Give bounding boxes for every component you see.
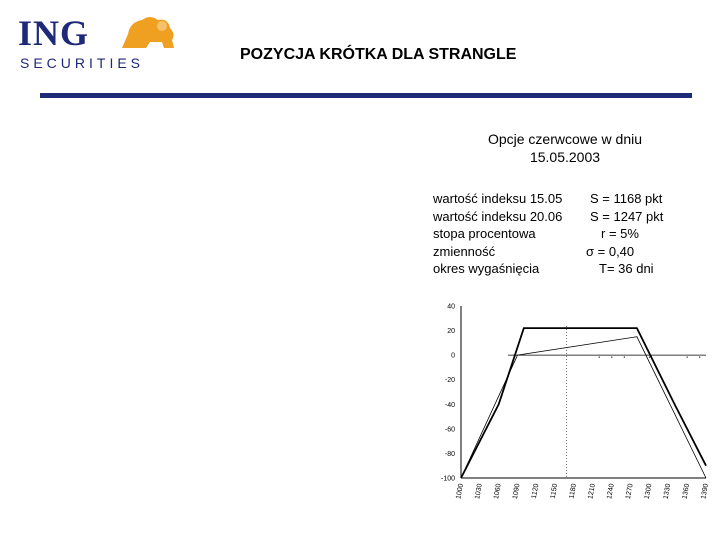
y-tick-label: -40 [444, 401, 455, 409]
x-tick-label: 1270 [624, 483, 635, 500]
y-tick-label: -100 [440, 475, 455, 483]
page-title: POZYCJA KRÓTKA DLA STRANGLE [240, 46, 517, 63]
param-label: wartość indeksu 20.06 [433, 208, 563, 224]
y-tick-label: 20 [447, 328, 455, 336]
x-tick-label: 1390 [700, 483, 710, 500]
param-value: σ = 0,40 [586, 243, 635, 259]
logo-tagline: SECURITIES [20, 55, 145, 71]
param-value: S = 1168 pkt [590, 191, 663, 206]
param-value: r = 5% [601, 226, 639, 241]
payoff-chart [438, 298, 710, 510]
param-label: okres wygaśnięcia [433, 261, 540, 276]
subtitle [430, 130, 700, 166]
x-tick-label: 1240 [606, 483, 616, 500]
param-row [433, 225, 693, 243]
param-row [433, 260, 693, 278]
x-tick-label: 1180 [568, 483, 579, 500]
param-row [433, 190, 693, 208]
parameter-list [433, 190, 693, 278]
x-tick-label: 1030 [474, 483, 484, 500]
y-tick-label: -60 [444, 426, 455, 434]
x-tick-label: 1060 [493, 483, 503, 500]
subtitle-line-2: 15.05.2003 [529, 149, 601, 165]
x-tick-label: 1090 [511, 483, 522, 500]
ing-logo [18, 12, 178, 74]
header-rule [40, 93, 692, 98]
param-label: stopa procentowa [433, 226, 536, 241]
x-tick-label: 1300 [643, 483, 654, 500]
param-label: zmienność [433, 243, 496, 259]
param-value: T= 36 dni [599, 261, 654, 276]
subtitle-line-1: Opcje czerwcowe w dniu [487, 131, 643, 147]
param-row [433, 208, 693, 226]
x-tick-label: 1330 [662, 483, 673, 500]
zero-dot [624, 357, 625, 358]
y-tick-label: -80 [444, 450, 455, 458]
zero-dot [599, 357, 600, 358]
y-tick-label: -20 [444, 377, 455, 385]
x-tick-label: 1000 [455, 483, 465, 500]
x-tick-label: 1150 [549, 483, 560, 500]
logo-ing-text: ING [18, 13, 90, 53]
x-tick-label: 1120 [530, 483, 541, 500]
zero-dot [611, 357, 612, 358]
param-value: S = 1247 pkt [590, 208, 664, 224]
param-row [433, 243, 693, 261]
zero-dot [649, 357, 650, 358]
y-tick-label: 0 [451, 352, 455, 360]
x-tick-label: 1210 [587, 483, 597, 500]
lion-icon [118, 12, 178, 52]
param-label: wartość indeksu 15.05 [433, 191, 563, 206]
zero-dot [699, 357, 700, 358]
y-tick-label: 40 [447, 303, 455, 311]
x-tick-label: 1360 [681, 483, 692, 500]
zero-dot [687, 357, 688, 358]
